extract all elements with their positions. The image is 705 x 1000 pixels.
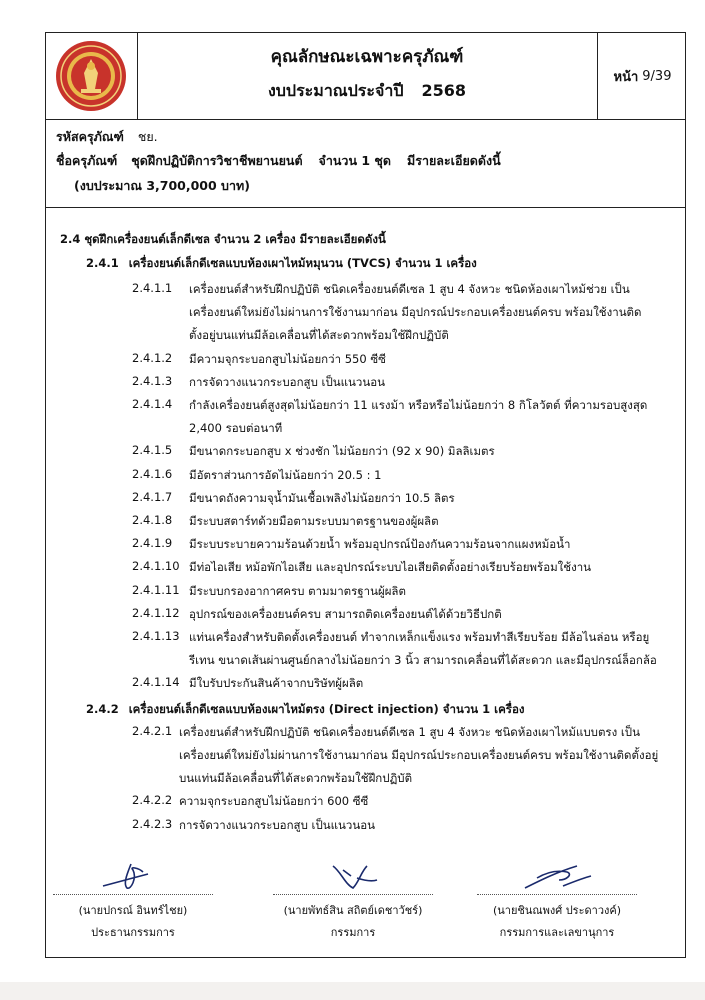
spec-item-text: มีอัตราส่วนการอัดไม่น้อยกว่า 20.5 : 1 (189, 467, 382, 482)
spec-item-text: มีระบบสตาร์ทด้วยมือตามระบบมาตรฐานของผู้ผลิต (189, 514, 439, 528)
equipment-code-value: ชย. (137, 129, 158, 144)
handwritten-signature-icon (517, 858, 597, 894)
spec-item-text: ตั้งอยู่บนแท่นมีล้อเคลื่อนที่ได้สะดวกพร้อมใช้ฝึกปฏิบัติ (189, 328, 449, 343)
spec-item-number: 2.4.1.1 (132, 281, 173, 295)
header (46, 33, 685, 120)
spec-item-number: 2.4.1.7 (132, 489, 173, 504)
spec-item-text: เครื่องยนต์สำหรับฝึกปฏิบัติ ชนิดเครื่องยนต์ดีเซล 1 สูบ 4 จังหวะ ชนิดห้องเผาไหม้แบบตรง เป็น (179, 724, 640, 739)
secretary-name: (นายชินณพงศ์ ประดาวงค์) (492, 904, 622, 917)
spec-item-number: 2.4.1.12 (132, 605, 180, 620)
budget-text: (งบประมาณ 3,700,000 บาท) (74, 178, 250, 193)
document-title: คุณลักษณะเฉพาะครุภัณฑ์ (270, 47, 464, 67)
handwritten-signature-icon (93, 858, 173, 894)
equipment-code-row (56, 127, 158, 147)
section-2-4-2-number: 2.4.2 (86, 701, 119, 716)
section-2-4-1-title: เครื่องยนต์เล็กดีเซลแบบห้องเผาไหม้หมุนวน (TVCS) จำนวน 1 เครื่อง (128, 256, 477, 270)
spec-item-number: 2.4.2.1 (132, 723, 173, 738)
spec-item-text: มีท่อไอเสีย หม้อพักไอเสีย และอุปกรณ์ระบบไอเสียติดตั้งอย่างเรียบร้อยพร้อมใช้งาน (189, 560, 592, 575)
spec-item-text: อุปกรณ์ของเครื่องยนต์ครบ สามารถติดเครื่องยนต์ได้ด้วยวิธีปกติ (189, 606, 502, 621)
section-2-4-heading: 2.4 ชุดฝึกเครื่องยนต์เล็กดีเซล จำนวน 2 เครื่อง มีรายละเอียดดังนี้ (60, 232, 386, 246)
spec-item-text: มีระบบกรองอากาศครบ ตามมาตรฐานผู้ผลิต (189, 583, 406, 598)
spec-item-number: 2.4.1.5 (132, 443, 173, 458)
equipment-name-value: ชุดฝึกปฏิบัติการวิชาชีพยานยนต์ (131, 153, 303, 168)
handwritten-signature-icon (313, 858, 393, 894)
logo-cell (46, 33, 138, 119)
spec-item-number: 2.4.1.10 (132, 559, 180, 574)
spec-item-text: 2,400 รอบต่อนาที (189, 421, 283, 436)
equipment-info (46, 119, 685, 208)
budget-year-label: งบประมาณประจำปี (267, 81, 404, 100)
page-label: หน้า (613, 69, 639, 85)
spec-item-number: 2.4.2.3 (132, 816, 173, 831)
spec-item-text: บนแท่นมีล้อเคลื่อนที่ได้สะดวกพร้อมใช้ฝึกปฏิบัติ (179, 771, 413, 786)
section-2-4-1-heading (86, 255, 477, 273)
spec-item-number: 2.4.1.13 (132, 629, 180, 643)
spec-item-text: รีเทน ขนาดเส้นผ่านศูนย์กลางไม่น้อยกว่า 3 นิ้ว สามารถเคลื่อนที่ได้สะดวก และมีอุปกรณ์ล็อกล้อ (189, 653, 657, 668)
spec-item-number: 2.4.1.3 (132, 373, 173, 388)
signature-chairman (48, 858, 218, 941)
page-number-cell (597, 33, 687, 119)
spec-item-text: กำลังเครื่องยนต์สูงสุดไม่น้อยกว่า 11 แรงม้า หรือหรือไม่น้อยกว่า 8 กิโลวัตต์ ที่ความรอบสูงสุด (189, 398, 648, 412)
page-value: 9/39 (642, 68, 672, 84)
spec-item-text: มีระบบระบายความร้อนด้วยน้ำ พร้อมอุปกรณ์ป้องกันความร้อนจากแผงหม้อน้ำ (189, 537, 571, 552)
equipment-detail: มีรายละเอียดดังนี้ (407, 153, 501, 168)
spec-item-text: มีใบรับประกันสินค้าจากบริษัทผู้ผลิต (189, 676, 364, 691)
section-2-4-2-heading (86, 701, 525, 719)
member-role: กรรมการ (330, 926, 376, 939)
vocational-education-seal-icon (54, 39, 128, 113)
spec-item-number: 2.4.1.8 (132, 513, 173, 527)
spec-item-text: เครื่องยนต์ใหม่ยังไม่ผ่านการใช้งานมาก่อน มีอุปกรณ์ประกอบเครื่องยนต์ครบ พร้อมใช้งานติดตั้งอยู่ (179, 748, 659, 762)
spec-item-text: เครื่องยนต์ใหม่ยังไม่ผ่านการใช้งานมาก่อน มีอุปกรณ์ประกอบเครื่องยนต์ครบ พร้อมใช้งานติด (189, 305, 642, 320)
spec-item-number: 2.4.1.14 (132, 675, 180, 690)
equipment-name-label: ชื่อครุภัณฑ์ (56, 153, 118, 168)
spec-item-text: เครื่องยนต์สำหรับฝึกปฏิบัติ ชนิดเครื่องยนต์ดีเซล 1 สูบ 4 จังหวะ ชนิดห้องเผาไหม้ช่วย เป็น (189, 282, 630, 296)
spec-item-number: 2.4.1.11 (132, 582, 180, 597)
page-bottom-strip (0, 982, 705, 1000)
spec-item-text: มีความจุกระบอกสูบไม่น้อยกว่า 550 ซีซี (189, 351, 386, 366)
equipment-code-label: รหัสครุภัณฑ์ (56, 129, 124, 144)
section-2-4-2-title: เครื่องยนต์เล็กดีเซลแบบห้องเผาไหม้ตรง (Direct injection) จำนวน 1 เครื่อง (128, 701, 525, 716)
equipment-qty: จำนวน 1 ชุด (318, 153, 392, 168)
section-2-4-1-number: 2.4.1 (86, 256, 119, 270)
signature-member (268, 858, 438, 941)
chairman-name: (นายปกรณ์ อินทร์ไชย) (78, 904, 188, 917)
spec-item-text: แท่นเครื่องสำหรับติดตั้งเครื่องยนต์ ทำจากเหล็กแข็งแรง พร้อมทำสีเรียบร้อย มีล้อไนล่อน หรือยู (189, 630, 650, 644)
spec-item-text: การจัดวางแนวกระบอกสูบ เป็นแนวนอน (179, 817, 375, 832)
spec-item-text: มีขนาดถังความจุน้ำมันเชื้อเพลิงไม่น้อยกว่า 10.5 ลิตร (189, 490, 455, 505)
equipment-name-row (56, 151, 501, 171)
chairman-role: ประธานกรรมการ (91, 926, 175, 939)
spec-item-number: 2.4.1.2 (132, 350, 173, 365)
title-cell (137, 33, 597, 119)
member-name: (นายพัทธ์สิน สถิตย์เดชาวัชร์) (283, 904, 423, 917)
spec-item-number: 2.4.1.9 (132, 536, 173, 551)
spec-item-text: มีขนาดกระบอกสูบ x ช่วงชัก ไม่น้อยกว่า (92 x 90) มิลลิเมตร (189, 444, 495, 459)
spec-sheet-frame (45, 32, 686, 958)
secretary-role: กรรมการและเลขานุการ (499, 926, 615, 939)
spec-item-number: 2.4.1.4 (132, 397, 173, 411)
equipment-budget (74, 176, 250, 196)
spec-item-number: 2.4.2.2 (132, 793, 173, 808)
signature-block (0, 858, 705, 968)
spec-item-text: ความจุกระบอกสูบไม่น้อยกว่า 600 ซีซี (179, 794, 369, 809)
budget-year-value: 2568 (421, 81, 467, 100)
spec-item-text: การจัดวางแนวกระบอกสูบ เป็นแนวนอน (189, 374, 385, 389)
signature-secretary (472, 858, 642, 941)
spec-item-number: 2.4.1.6 (132, 466, 173, 481)
budget-year-line (137, 79, 597, 104)
